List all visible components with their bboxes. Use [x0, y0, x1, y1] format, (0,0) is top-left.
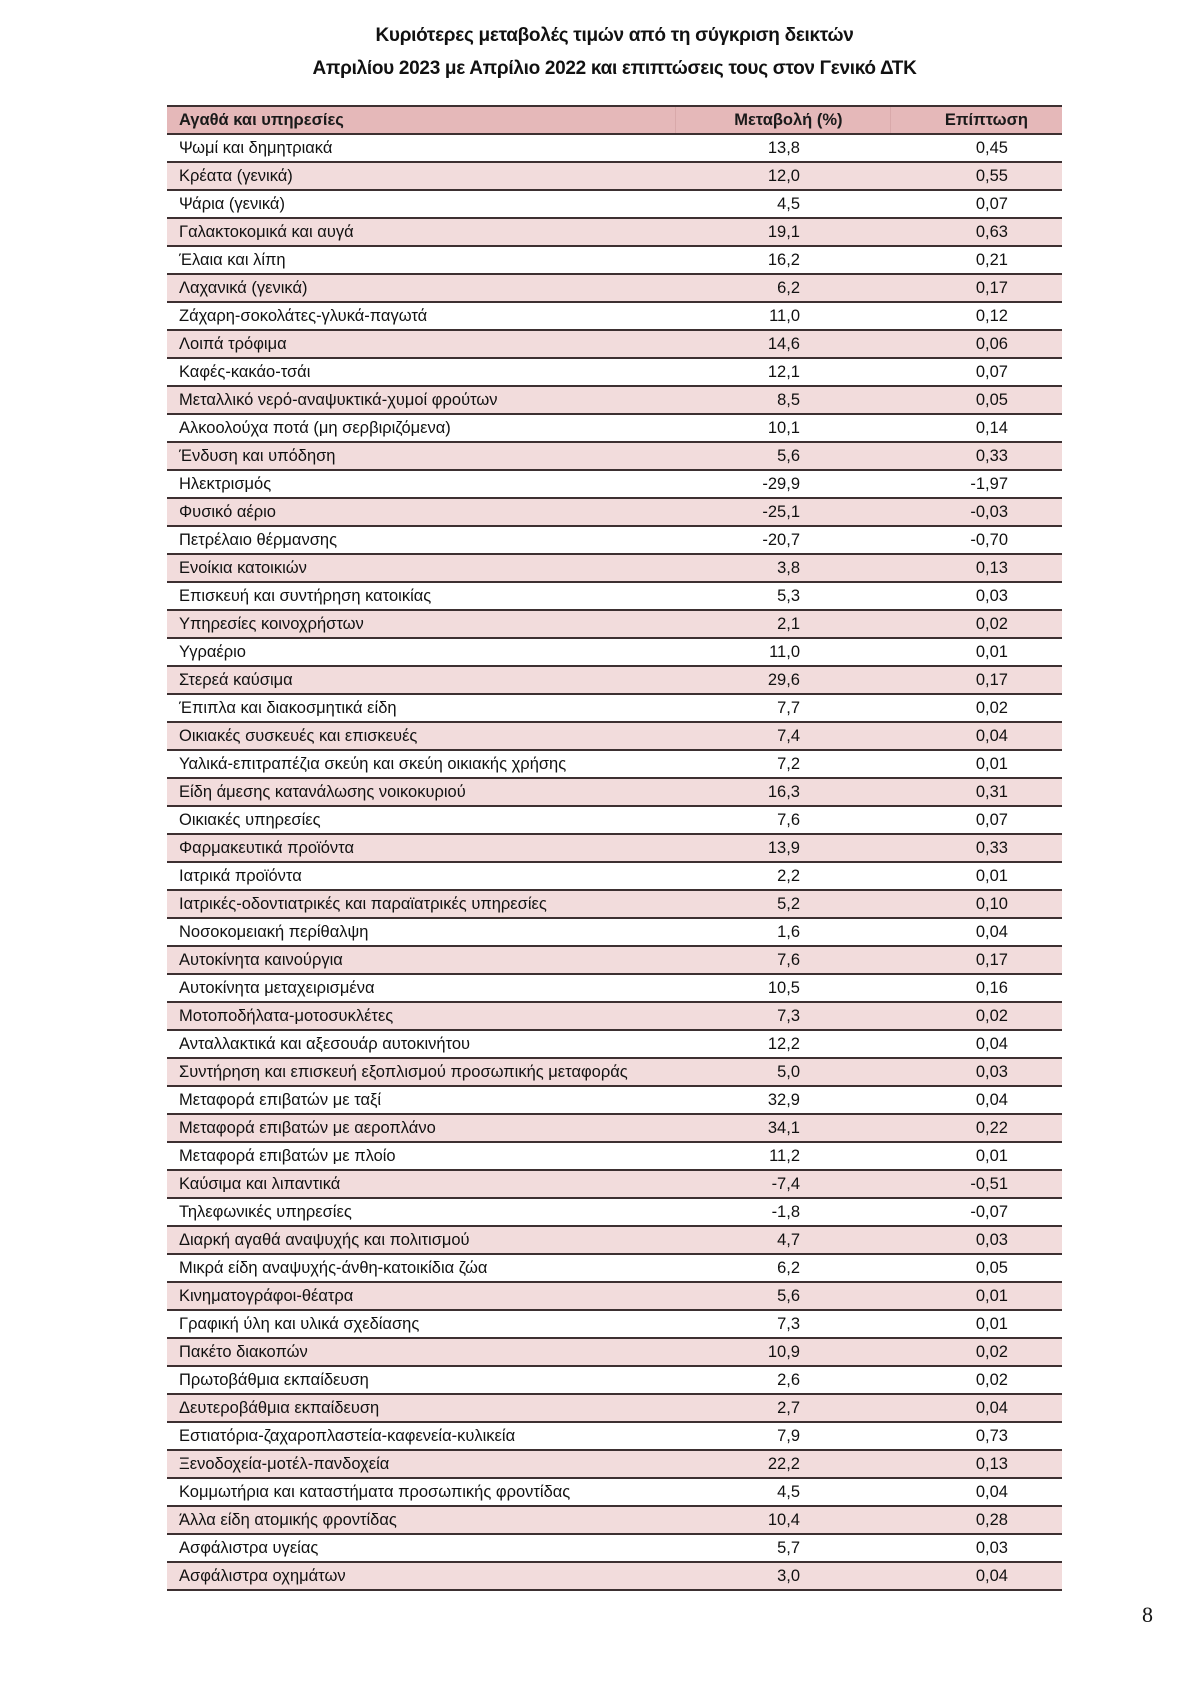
row-change-percent: 22,2	[675, 1450, 890, 1478]
row-change-percent: 12,0	[675, 162, 890, 190]
row-impact: 0,07	[890, 806, 1062, 834]
row-impact: -0,03	[890, 498, 1062, 526]
row-item-name: Ηλεκτρισμός	[167, 470, 675, 498]
row-impact: 0,02	[890, 610, 1062, 638]
row-item-name: Γαλακτοκομικά και αυγά	[167, 218, 675, 246]
row-item-name: Ασφάλιστρα οχημάτων	[167, 1562, 675, 1590]
row-change-percent: 11,0	[675, 638, 890, 666]
table-row	[167, 722, 1062, 750]
table-row	[167, 582, 1062, 610]
row-change-percent: 4,5	[675, 1478, 890, 1506]
row-item-name: Κινηματογράφοι-θέατρα	[167, 1282, 675, 1310]
row-change-percent: 34,1	[675, 1114, 890, 1142]
row-impact: 0,28	[890, 1506, 1062, 1534]
row-impact: 0,05	[890, 386, 1062, 414]
table-row	[167, 1394, 1062, 1422]
table-row	[167, 1086, 1062, 1114]
row-change-percent: 5,6	[675, 442, 890, 470]
row-change-percent: 7,6	[675, 806, 890, 834]
row-impact: 0,14	[890, 414, 1062, 442]
row-change-percent: 32,9	[675, 1086, 890, 1114]
row-change-percent: 7,4	[675, 722, 890, 750]
column-header-goods-services: Αγαθά και υπηρεσίες	[167, 106, 675, 134]
row-change-percent: 3,0	[675, 1562, 890, 1590]
table-row	[167, 470, 1062, 498]
row-impact: 0,73	[890, 1422, 1062, 1450]
row-change-percent: 7,3	[675, 1002, 890, 1030]
row-item-name: Μεταφορά επιβατών με πλοίο	[167, 1142, 675, 1170]
table-row	[167, 638, 1062, 666]
table-row	[167, 190, 1062, 218]
table-row	[167, 498, 1062, 526]
row-change-percent: 2,2	[675, 862, 890, 890]
table-row	[167, 750, 1062, 778]
row-impact: -0,07	[890, 1198, 1062, 1226]
row-item-name: Καύσιμα και λιπαντικά	[167, 1170, 675, 1198]
row-item-name: Κομμωτήρια και καταστήματα προσωπικής φροντίδας	[167, 1478, 675, 1506]
row-impact: 0,02	[890, 1002, 1062, 1030]
row-item-name: Καφές-κακάο-τσάι	[167, 358, 675, 386]
table-row	[167, 330, 1062, 358]
row-item-name: Αυτοκίνητα μεταχειρισμένα	[167, 974, 675, 1002]
table-row	[167, 274, 1062, 302]
table-row	[167, 862, 1062, 890]
row-item-name: Μεταλλικό νερό-αναψυκτικά-χυμοί φρούτων	[167, 386, 675, 414]
row-item-name: Φαρμακευτικά προϊόντα	[167, 834, 675, 862]
row-change-percent: 13,8	[675, 134, 890, 162]
row-item-name: Πετρέλαιο θέρμανσης	[167, 526, 675, 554]
row-impact: 0,04	[890, 1030, 1062, 1058]
row-change-percent: 10,9	[675, 1338, 890, 1366]
table-row	[167, 1114, 1062, 1142]
row-change-percent: 4,5	[675, 190, 890, 218]
row-change-percent: 13,9	[675, 834, 890, 862]
row-impact: 0,01	[890, 1282, 1062, 1310]
table-row	[167, 974, 1062, 1002]
row-change-percent: 8,5	[675, 386, 890, 414]
row-impact: -1,97	[890, 470, 1062, 498]
row-item-name: Ιατρικές-οδοντιατρικές και παραϊατρικές υπηρεσίες	[167, 890, 675, 918]
row-change-percent: 5,3	[675, 582, 890, 610]
row-item-name: Νοσοκομειακή περίθαλψη	[167, 918, 675, 946]
row-change-percent: 5,2	[675, 890, 890, 918]
row-impact: 0,03	[890, 582, 1062, 610]
row-item-name: Υγραέριο	[167, 638, 675, 666]
row-impact: 0,03	[890, 1058, 1062, 1086]
row-impact: 0,01	[890, 1142, 1062, 1170]
row-impact: 0,04	[890, 1562, 1062, 1590]
row-impact: 0,33	[890, 834, 1062, 862]
row-impact: 0,17	[890, 274, 1062, 302]
row-item-name: Συντήρηση και επισκευή εξοπλισμού προσωπικής μεταφοράς	[167, 1058, 675, 1086]
row-item-name: Άλλα είδη ατομικής φροντίδας	[167, 1506, 675, 1534]
row-impact: 0,33	[890, 442, 1062, 470]
table-row	[167, 1422, 1062, 1450]
row-item-name: Υαλικά-επιτραπέζια σκεύη και σκεύη οικιακής χρήσης	[167, 750, 675, 778]
table-row	[167, 386, 1062, 414]
table-row	[167, 1198, 1062, 1226]
row-impact: 0,55	[890, 162, 1062, 190]
row-impact: 0,01	[890, 862, 1062, 890]
row-impact: 0,04	[890, 918, 1062, 946]
row-impact: 0,16	[890, 974, 1062, 1002]
row-change-percent: 2,1	[675, 610, 890, 638]
row-change-percent: 7,3	[675, 1310, 890, 1338]
row-impact: 0,07	[890, 358, 1062, 386]
row-impact: -0,70	[890, 526, 1062, 554]
table-row	[167, 1030, 1062, 1058]
row-impact: 0,04	[890, 1086, 1062, 1114]
row-item-name: Έπιπλα και διακοσμητικά είδη	[167, 694, 675, 722]
table-header-row	[167, 106, 1062, 134]
row-item-name: Ψωμί και δημητριακά	[167, 134, 675, 162]
table-row	[167, 1226, 1062, 1254]
table-row	[167, 1142, 1062, 1170]
row-change-percent: 4,7	[675, 1226, 890, 1254]
row-item-name: Διαρκή αγαθά αναψυχής και πολιτισμού	[167, 1226, 675, 1254]
row-change-percent: 10,4	[675, 1506, 890, 1534]
row-item-name: Πακέτο διακοπών	[167, 1338, 675, 1366]
row-impact: 0,01	[890, 638, 1062, 666]
row-item-name: Γραφική ύλη και υλικά σχεδίασης	[167, 1310, 675, 1338]
row-change-percent: 29,6	[675, 666, 890, 694]
table-row	[167, 610, 1062, 638]
table-row	[167, 246, 1062, 274]
row-change-percent: 19,1	[675, 218, 890, 246]
row-impact: 0,03	[890, 1226, 1062, 1254]
table-row	[167, 694, 1062, 722]
table-row	[167, 1338, 1062, 1366]
row-item-name: Ασφάλιστρα υγείας	[167, 1534, 675, 1562]
table-row	[167, 778, 1062, 806]
table-row	[167, 918, 1062, 946]
table-row	[167, 302, 1062, 330]
row-change-percent: 16,2	[675, 246, 890, 274]
row-change-percent: 6,2	[675, 274, 890, 302]
row-impact: -0,51	[890, 1170, 1062, 1198]
row-impact: 0,21	[890, 246, 1062, 274]
row-change-percent: -20,7	[675, 526, 890, 554]
row-impact: 0,05	[890, 1254, 1062, 1282]
row-item-name: Μεταφορά επιβατών με αεροπλάνο	[167, 1114, 675, 1142]
row-change-percent: 6,2	[675, 1254, 890, 1282]
row-item-name: Επισκευή και συντήρηση κατοικίας	[167, 582, 675, 610]
row-item-name: Δευτεροβάθμια εκπαίδευση	[167, 1394, 675, 1422]
table-row	[167, 218, 1062, 246]
row-change-percent: 5,6	[675, 1282, 890, 1310]
row-item-name: Είδη άμεσης κατανάλωσης νοικοκυριού	[167, 778, 675, 806]
column-header-impact: Επίπτωση	[890, 106, 1062, 134]
row-item-name: Ανταλλακτικά και αξεσουάρ αυτοκινήτου	[167, 1030, 675, 1058]
row-impact: 0,04	[890, 1478, 1062, 1506]
table-row	[167, 1478, 1062, 1506]
row-impact: 0,17	[890, 666, 1062, 694]
row-change-percent: 2,7	[675, 1394, 890, 1422]
table-row	[167, 1450, 1062, 1478]
table-row	[167, 414, 1062, 442]
row-item-name: Τηλεφωνικές υπηρεσίες	[167, 1198, 675, 1226]
row-change-percent: 2,6	[675, 1366, 890, 1394]
table-row	[167, 806, 1062, 834]
row-change-percent: 11,0	[675, 302, 890, 330]
row-impact: 0,13	[890, 554, 1062, 582]
table-row	[167, 1282, 1062, 1310]
table-row	[167, 834, 1062, 862]
row-item-name: Οικιακές υπηρεσίες	[167, 806, 675, 834]
row-item-name: Πρωτοβάθμια εκπαίδευση	[167, 1366, 675, 1394]
row-item-name: Υπηρεσίες κοινοχρήστων	[167, 610, 675, 638]
table-row	[167, 554, 1062, 582]
row-change-percent: 10,5	[675, 974, 890, 1002]
table-row	[167, 162, 1062, 190]
row-change-percent: 3,8	[675, 554, 890, 582]
row-impact: 0,17	[890, 946, 1062, 974]
row-item-name: Μοτοποδήλατα-μοτοσυκλέτες	[167, 1002, 675, 1030]
row-impact: 0,45	[890, 134, 1062, 162]
row-impact: 0,02	[890, 1366, 1062, 1394]
row-change-percent: 12,2	[675, 1030, 890, 1058]
row-change-percent: 7,9	[675, 1422, 890, 1450]
row-item-name: Ζάχαρη-σοκολάτες-γλυκά-παγωτά	[167, 302, 675, 330]
row-impact: 0,10	[890, 890, 1062, 918]
column-header-change-percent: Μεταβολή (%)	[675, 106, 890, 134]
row-change-percent: 5,0	[675, 1058, 890, 1086]
row-impact: 0,13	[890, 1450, 1062, 1478]
row-change-percent: -7,4	[675, 1170, 890, 1198]
row-item-name: Ιατρικά προϊόντα	[167, 862, 675, 890]
row-impact: 0,04	[890, 722, 1062, 750]
row-change-percent: -29,9	[675, 470, 890, 498]
row-change-percent: 7,2	[675, 750, 890, 778]
row-change-percent: -25,1	[675, 498, 890, 526]
row-change-percent: 16,3	[675, 778, 890, 806]
document-title-line-1: Κυριότερες μεταβολές τιμών από τη σύγκριση δεικτών	[375, 25, 854, 46]
table-row	[167, 1254, 1062, 1282]
row-change-percent: 10,1	[675, 414, 890, 442]
table-row	[167, 946, 1062, 974]
table-row	[167, 526, 1062, 554]
price-changes-table	[167, 105, 1062, 1591]
table-row	[167, 1366, 1062, 1394]
row-item-name: Ψάρια (γενικά)	[167, 190, 675, 218]
table-row	[167, 1002, 1062, 1030]
row-item-name: Οικιακές συσκευές και επισκευές	[167, 722, 675, 750]
row-impact: 0,03	[890, 1534, 1062, 1562]
row-change-percent: 12,1	[675, 358, 890, 386]
row-impact: 0,02	[890, 694, 1062, 722]
table-row	[167, 1058, 1062, 1086]
row-impact: 0,06	[890, 330, 1062, 358]
row-change-percent: 7,6	[675, 946, 890, 974]
row-change-percent: 7,7	[675, 694, 890, 722]
row-change-percent: 1,6	[675, 918, 890, 946]
row-change-percent: -1,8	[675, 1198, 890, 1226]
table-row	[167, 1506, 1062, 1534]
row-change-percent: 11,2	[675, 1142, 890, 1170]
table-row	[167, 442, 1062, 470]
row-impact: 0,07	[890, 190, 1062, 218]
row-item-name: Λαχανικά (γενικά)	[167, 274, 675, 302]
table-row	[167, 890, 1062, 918]
row-impact: 0,01	[890, 750, 1062, 778]
row-item-name: Ξενοδοχεία-μοτέλ-πανδοχεία	[167, 1450, 675, 1478]
row-impact: 0,02	[890, 1338, 1062, 1366]
row-item-name: Αλκοολούχα ποτά (μη σερβιριζόμενα)	[167, 414, 675, 442]
table-row	[167, 666, 1062, 694]
row-item-name: Εστιατόρια-ζαχαροπλαστεία-καφενεία-κυλικεία	[167, 1422, 675, 1450]
row-item-name: Φυσικό αέριο	[167, 498, 675, 526]
row-item-name: Μικρά είδη αναψυχής-άνθη-κατοικίδια ζώα	[167, 1254, 675, 1282]
row-impact: 0,01	[890, 1310, 1062, 1338]
row-item-name: Ενοίκια κατοικιών	[167, 554, 675, 582]
row-item-name: Ένδυση και υπόδηση	[167, 442, 675, 470]
row-impact: 0,31	[890, 778, 1062, 806]
table-body	[167, 134, 1062, 1590]
row-item-name: Έλαια και λίπη	[167, 246, 675, 274]
page-number: 8	[1142, 1602, 1153, 1627]
table-row	[167, 134, 1062, 162]
table-row	[167, 1310, 1062, 1338]
row-change-percent: 14,6	[675, 330, 890, 358]
table-row	[167, 1534, 1062, 1562]
row-change-percent: 5,7	[675, 1534, 890, 1562]
table-row	[167, 1562, 1062, 1590]
table-row	[167, 358, 1062, 386]
row-impact: 0,63	[890, 218, 1062, 246]
row-item-name: Αυτοκίνητα καινούργια	[167, 946, 675, 974]
row-item-name: Κρέατα (γενικά)	[167, 162, 675, 190]
row-impact: 0,12	[890, 302, 1062, 330]
table-row	[167, 1170, 1062, 1198]
row-item-name: Μεταφορά επιβατών με ταξί	[167, 1086, 675, 1114]
document-title-line-2: Απριλίου 2023 με Απρίλιο 2022 και επιπτώσεις τους στον Γενικό ΔΤΚ	[312, 58, 917, 79]
row-impact: 0,22	[890, 1114, 1062, 1142]
row-item-name: Λοιπά τρόφιμα	[167, 330, 675, 358]
row-item-name: Στερεά καύσιμα	[167, 666, 675, 694]
row-impact: 0,04	[890, 1394, 1062, 1422]
